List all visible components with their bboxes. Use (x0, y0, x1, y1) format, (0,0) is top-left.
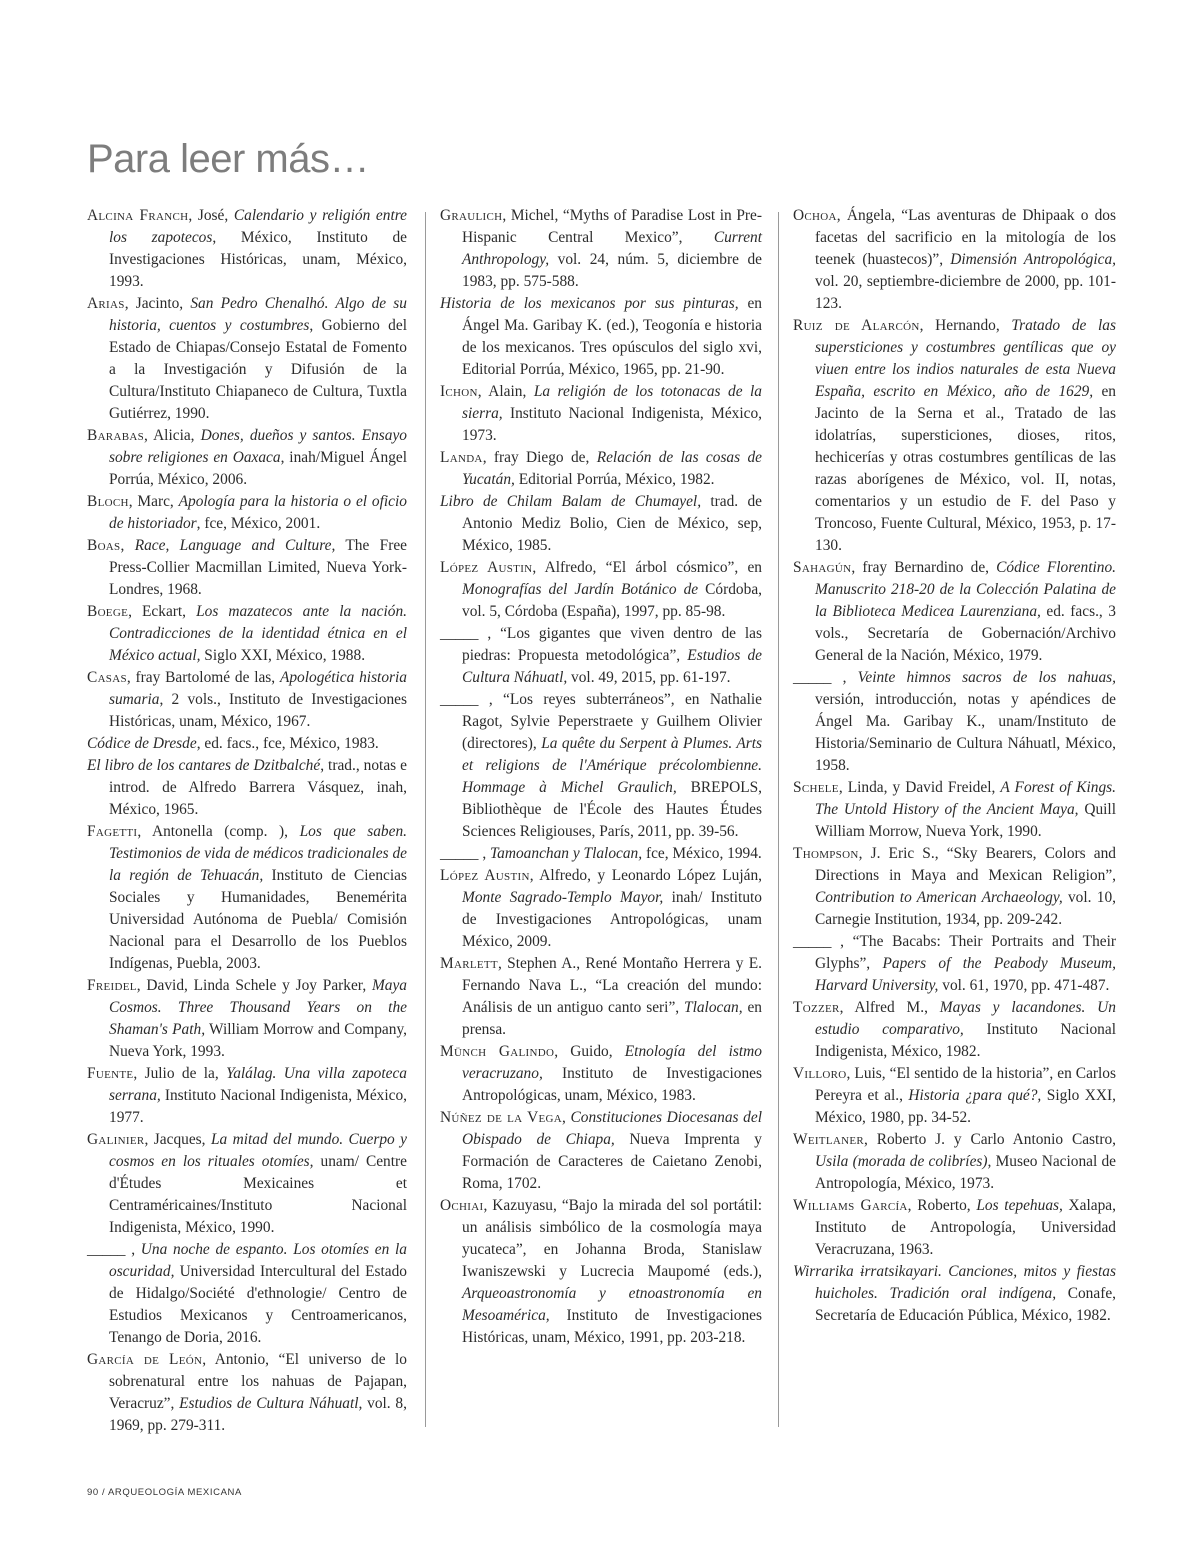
entry-text: fce, México, 1994. (642, 845, 762, 862)
entry-title: Códice de Dresde (87, 735, 197, 752)
entry-title: Tamoanchan y Tlalocan, (490, 845, 643, 862)
entry-text: The Free Press-Collier Macmillan Limited, Nueva York-Londres, 1968. (109, 537, 407, 598)
entry-text: _____ , “Los reyes subterráneos”, en Nathalie Ragot, Sylvie Peperstraete y Guilhem Olivier (directores), (440, 691, 762, 752)
entry-text: _____ , (440, 845, 491, 862)
entry-author: Thompson (793, 845, 859, 862)
entry-text: vol. 61, 1970, pp. 471-487. (938, 977, 1110, 994)
entry-title: Wirrarika ɨrratsikayari. Canciones, mitos y fiestas huicholes. Tradición oral indígena, (793, 1263, 1116, 1302)
bibliography-entry (793, 1261, 1116, 1327)
entry-author: Münch Galindo (440, 1043, 555, 1060)
bibliography-entry (87, 601, 407, 667)
entry-title: Historia de los mexicanos por sus pinturas, (440, 295, 739, 312)
entry-text: unam/ Centre d'Études Mexicaines et Centraméricaines/Instituto Nacional Indigenista, México, 1990. (109, 1153, 407, 1236)
entry-text: , Linda, y David Freidel, (838, 779, 1001, 796)
entry-text: , Roberto, (907, 1197, 977, 1214)
bibliography-entry (440, 623, 762, 689)
entry-author: Schele (793, 779, 839, 796)
entry-text: ed. facs., 3 vols., Secretaría de Gobernación/Archivo General de la Nación, México, 1979. (815, 603, 1116, 664)
entry-title: Dimensión Antropológica, (950, 251, 1116, 268)
entry-text: en Ángel Ma. Garibay K. (ed.), Teogonía e historia de los mexicanos. Tres opúsculos del siglo xvi, Editorial Porrúa, México, 1965, pp. 21-90. (462, 295, 763, 378)
entry-text: , Kazuyasu, “Bajo la mirada del sol portátil: un análisis simbólico de la cosmología maya yucateca”, en Johanna Broda, Stanislaw Iwaniszewski y Lucrecia Maupomé (eds.), (462, 1197, 762, 1280)
entry-author: Bloch (87, 493, 129, 510)
entry-title: Arqueoastronomía y etnoastronomía en Mesoamérica, (462, 1285, 762, 1324)
entry-text: , Eckart, (128, 603, 197, 620)
bibliography-column-1 (87, 205, 407, 1437)
entry-text: , José, (188, 207, 234, 224)
bibliography-entry (793, 931, 1116, 997)
entry-author: Williams García (793, 1197, 908, 1214)
entry-text: , inah/Miguel Ángel Porrúa, México, 2006. (109, 449, 408, 488)
entry-text: , Antonio, “El universo de lo sobrenatural entre los nahuas de Pajapan, Veracruz”, (109, 1351, 408, 1412)
entry-title: La quête du Serpent à Plumes. Arts et religions de l'Amérique précolombienne. Hommage à Michel Graulich, (462, 735, 762, 796)
entry-author: Ochoa (793, 207, 837, 224)
entry-author: Graulich (440, 207, 503, 224)
entry-text: , Alicia, (144, 427, 201, 444)
entry-author: Ochiai (440, 1197, 484, 1214)
entry-text: Nueva Imprenta y Formación de Caracteres de Caietano Zenobi, Roma, 1702. (462, 1131, 762, 1192)
entry-text: BREPOLS, Bibliothèque de l'École des Hautes Études Sciences Religiouses, París, 2011, pp. 39-56. (462, 779, 763, 840)
entry-text: , Stephen A., René Montaño Herrera y E. Fernando Nava L., “La creación del mundo: Análisis de un antiguo canto seri”, (462, 955, 762, 1016)
bibliography-column-3 (793, 205, 1116, 1327)
bibliography-entry (440, 447, 762, 491)
bibliography-entry (87, 1129, 407, 1239)
bibliography-entry (87, 1349, 407, 1437)
entry-text: Instituto Nacional Indigenista, México, 1977. (109, 1087, 407, 1126)
bibliography-entry (87, 1063, 407, 1129)
entry-text: inah/ Instituto de Investigaciones Antropológicas, unam México, 2009. (462, 889, 763, 950)
bibliography-entry (440, 205, 762, 293)
entry-title: Contribution to American Archaeology, (815, 889, 1063, 906)
entry-text: , J. Eric S., “Sky Bearers, Colors and Directions in Maya and Mexican Religion”, (815, 845, 1116, 884)
entry-text: Instituto de Ciencias Sociales y Humanidades, Benemérita Universidad Autónoma de Puebla/ Comisión Nacional para el Desarrollo de los Pueblos Indígenas, Puebla, 2003. (109, 867, 407, 972)
entry-text: , Gobierno del Estado de Chiapas/Consejo Estatal de Fomento a la Investigación y Difusión de la Cultura/Instituto Chiapaneco de Cultura, Tuxtla Gutiérrez, 1990. (109, 317, 407, 422)
entry-text: vol. 8, 1969, pp. 279-311. (109, 1395, 407, 1434)
entry-text: Córdoba, vol. 5, Córdoba (España), 1997, pp. 85-98. (462, 581, 762, 620)
bibliography-entry (793, 557, 1116, 667)
bibliography-entry (793, 997, 1116, 1063)
entry-author: Galinier (87, 1131, 145, 1148)
entry-author: Villoro (793, 1065, 847, 1082)
column-divider (425, 212, 426, 1427)
entry-text: Instituto Nacional Indigenista, México, 1973. (462, 405, 762, 444)
bibliography-entry (440, 557, 762, 623)
entry-text: , Ángela, “Las aventuras de Dhipaak o dos facetas del sacrificio en la mitología de los teenek (huastecos)”, (815, 207, 1116, 268)
entry-author: López Austin (440, 559, 533, 576)
entry-text: vol. 49, 2015, pp. 61-197. (567, 669, 731, 686)
entry-title: Mayas y lacandones. Un estudio comparativo, (815, 999, 1116, 1038)
entry-title: Estudios de Cultura Náhuatl, (179, 1395, 363, 1412)
entry-text: , Roberto J. y Carlo Antonio Castro, (864, 1131, 1116, 1148)
bibliography-entry (87, 975, 407, 1063)
entry-text: trad. de Antonio Mediz Bolio, Cien de México, sep, México, 1985. (462, 493, 763, 554)
entry-text: , Alfredo, y Leonardo López Luján, (529, 867, 762, 884)
entry-author: Ruiz de Alarcón (793, 317, 920, 334)
entry-author: Sahagún (793, 559, 852, 576)
entry-text: , Guido, (554, 1043, 625, 1060)
entry-text: , Hernando, (919, 317, 1012, 334)
entry-text: , Michel, “Myths of Paradise Lost in Pre-Hispanic Central Mexico”, (462, 207, 762, 246)
column-divider (778, 212, 779, 1427)
bibliography-entry (440, 865, 762, 953)
bibliography-entry (440, 953, 762, 1041)
entry-title: Maya Cosmos. Three Thousand Years on the Shaman's Path, (109, 977, 407, 1038)
entry-author: García de León (87, 1351, 203, 1368)
entry-text: , fce, México, 2001. (196, 515, 321, 532)
entry-text: _____ , (793, 669, 858, 686)
entry-title: Monografías del Jardín Botánico de (462, 581, 699, 598)
entry-title: Monte Sagrado-Templo Mayor, (462, 889, 664, 906)
entry-text: , Alfredo, “El árbol cósmico”, en (532, 559, 762, 576)
bibliography-entry (793, 667, 1116, 777)
entry-text: vol. 20, septiembre-diciembre de 2000, pp. 101-123. (815, 273, 1116, 312)
entry-title: Veinte himnos sacros de los nahuas, (857, 669, 1116, 686)
page-title: Para leer más… (87, 137, 369, 181)
bibliography-entry (440, 1195, 762, 1349)
entry-author: Arias (87, 295, 125, 312)
entry-text: , Alain, (477, 383, 534, 400)
entry-author: Casas (87, 669, 127, 686)
bibliography-entry (440, 381, 762, 447)
entry-text: Museo Nacional de Antropología, México, 1973. (815, 1153, 1116, 1192)
entry-title: Constituciones Diocesanas del Obispado de Chiapa, (462, 1109, 762, 1148)
entry-text: en Jacinto de la Serna et al., Tratado de las idolatrías, supersticiones, dioses, ritos, hechicerías y otras costumbres gentílicas de las razas aborígenes de México, vol. II, notas, comentarios y un estudio de F. del Paso y Troncoso, Fuente Cultural, México, 1953, p. 17-130. (815, 383, 1116, 554)
entry-title: Los que saben. Testimonios de vida de médicos tradicionales de la región de Tehuacán, (109, 823, 408, 884)
entry-author: Landa (440, 449, 483, 466)
bibliography-entry (793, 777, 1116, 843)
entry-author: Alcina Franch (87, 207, 189, 224)
entry-title: Historia ¿para qué?, (908, 1087, 1042, 1104)
entry-author: Tozzer (793, 999, 840, 1016)
bibliography-entry (793, 315, 1116, 557)
bibliography-entry (793, 1129, 1116, 1195)
entry-author: Freidel (87, 977, 137, 994)
entry-title: Estudios de Cultura Náhuatl, (462, 647, 762, 686)
bibliography-entry (87, 733, 407, 755)
entry-text: , Luis, “El sentido de la historia”, en Carlos Pereyra et al., (815, 1065, 1116, 1104)
entry-title: Una noche de espanto. Los otomíes en la oscuridad, (109, 1241, 407, 1280)
entry-text: William Morrow and Company, Nueva York, 1993. (109, 1021, 407, 1060)
bibliography-entry (87, 667, 407, 733)
entry-title: Papers of the Peabody Museum, Harvard University, (815, 955, 1117, 994)
entry-author: Weitlaner (793, 1131, 864, 1148)
entry-title: La religión de los totonacas de la sierra, (462, 383, 762, 422)
bibliography-column-2 (440, 205, 762, 1349)
entry-text: Quill William Morrow, Nueva York, 1990. (815, 801, 1116, 840)
entry-title: Libro de Chilam Balam de Chumayel, (440, 493, 702, 510)
entry-text: , Alfred M., (839, 999, 940, 1016)
bibliography-entry (87, 205, 407, 293)
entry-title: Apología para la historia o el oficio de historiador (109, 493, 407, 532)
bibliography-entry (87, 293, 407, 425)
bibliography-entry (440, 293, 762, 381)
entry-text: , Marc, (128, 493, 179, 510)
entry-text: , trad., notas e introd. de Alfredo Barrera Vásquez, inah, México, 1965. (109, 757, 407, 818)
entry-title: Race, Language and Culture, (134, 537, 336, 554)
entry-title: Relación de las cosas de Yucatán, (462, 449, 762, 488)
bibliography-entry (440, 1107, 762, 1195)
entry-author: Marlett (440, 955, 498, 972)
entry-text: , fray Bernardino de, (851, 559, 997, 576)
entry-text: Instituto de Investigaciones Históricas, unam, México, 1991, pp. 203-218. (462, 1307, 762, 1346)
entry-author: López Austin (440, 867, 530, 884)
entry-title: Calendario y religión entre los zapotecos (109, 207, 407, 246)
entry-title: Usila (morada de colibríes), (815, 1153, 992, 1170)
entry-text: , Antonella (comp. ), (137, 823, 300, 840)
entry-text: , (120, 537, 135, 554)
bibliography-entry (87, 425, 407, 491)
entry-title: Dones, dueños y santos. Ensayo sobre religiones en Oaxaca (109, 427, 407, 466)
entry-text: , Julio de la, (133, 1065, 227, 1082)
entry-text: Instituto de Investigaciones Antropológicas, unam, México, 1983. (462, 1065, 762, 1104)
entry-text: Universidad Intercultural del Estado de Hidalgo/Société d'ethnologie/ Centro de Estudios Mexicanos y Centroamericanos, Tenango de Doria, 2016. (109, 1263, 407, 1346)
bibliography-entry (440, 1041, 762, 1107)
bibliography-entry (793, 1063, 1116, 1129)
entry-author: Núñez de la Vega (440, 1109, 563, 1126)
entry-text: , México, Instituto de Investigaciones Históricas, unam, México, 1993. (109, 229, 407, 290)
entry-title: Current Anthropology, (462, 229, 762, 268)
bibliography-entry (440, 491, 762, 557)
entry-text: vol. 10, Carnegie Institution, 1934, pp. 209-242. (815, 889, 1116, 928)
entry-text: , David, Linda Schele y Joy Parker, (136, 977, 372, 994)
entry-text: en prensa. (462, 999, 762, 1038)
entry-text: _____ , “Los gigantes que viven dentro de las piedras: Propuesta metodológica”, (440, 625, 762, 664)
entry-text: vol. 24, núm. 5, diciembre de 1983, pp. 575-588. (462, 251, 762, 290)
entry-title: A Forest of Kings. The Untold History of the Ancient Maya, (815, 779, 1116, 818)
entry-text: , Jacques, (144, 1131, 211, 1148)
entry-title: La mitad del mundo. Cuerpo y cosmos en los rituales otomíes, (109, 1131, 407, 1170)
entry-author: Boas (87, 537, 121, 554)
entry-text: , (562, 1109, 571, 1126)
bibliography-entry (87, 491, 407, 535)
entry-text: Siglo XXI, México, 1980, pp. 34-52. (815, 1087, 1116, 1126)
bibliography-entry (793, 843, 1116, 931)
bibliography-entry (440, 843, 762, 865)
entry-text: , fray Diego de, (482, 449, 597, 466)
entry-text: versión, introducción, notas y apéndices de Ángel Ma. Garibay K., unam/Instituto de Historia/Seminario de Cultura Náhuatl, México, 1958. (815, 691, 1116, 774)
entry-text: , fray Bartolomé de las, (126, 669, 280, 686)
bibliography-entry (793, 205, 1116, 315)
entry-title: San Pedro Chenalhó. Algo de su historia, cuentos y costumbres (109, 295, 407, 334)
entry-author: Boege (87, 603, 129, 620)
entry-text: Instituto Nacional Indigenista, México, 1982. (815, 1021, 1116, 1060)
entry-text: , Jacinto, (124, 295, 191, 312)
bibliography-entry (87, 1239, 407, 1349)
bibliography-entry (87, 821, 407, 975)
entry-text: Siglo XXI, México, 1988. (200, 647, 366, 664)
entry-text: Editorial Porrúa, México, 1982. (514, 471, 715, 488)
entry-title: Etnología del istmo veracruzano, (462, 1043, 762, 1082)
entry-text: Conafe, Secretaría de Educación Pública, México, 1982. (815, 1285, 1116, 1324)
entry-text: _____ , (87, 1241, 141, 1258)
entry-title: Los mazatecos ante la nación. Contradicciones de la identidad étnica en el México actual, (109, 603, 407, 664)
bibliography-entry (87, 535, 407, 601)
bibliography-entry (793, 1195, 1116, 1261)
entry-author: Barabas (87, 427, 144, 444)
entry-text: Xalapa, Instituto de Antropología, Universidad Veracruzana, 1963. (815, 1197, 1116, 1258)
entry-author: Ichon (440, 383, 478, 400)
entry-text: _____ , “The Bacabs: Their Portraits and Their Glyphs”, (793, 933, 1116, 972)
entry-title: Yalálag. Una villa zapoteca serrana, (109, 1065, 407, 1104)
entry-title: Apologética historia sumaria (109, 669, 407, 708)
entry-title: Los tepehuas, (976, 1197, 1063, 1214)
entry-title: El libro de los cantares de Dzitbalché (87, 757, 321, 774)
entry-text: , ed. facs., fce, México, 1983. (196, 735, 379, 752)
entry-author: Fuente (87, 1065, 134, 1082)
bibliography-entry (440, 689, 762, 843)
page-footer: 90 / ARQUEOLOGÍA MEXICANA (87, 1487, 242, 1498)
entry-title: Códice Florentino. Manuscrito 218-20 de la Colección Palatina de la Biblioteca Medicea Laurenziana, (815, 559, 1116, 620)
entry-text: , 2 vols., Instituto de Investigaciones Históricas, unam, México, 1967. (109, 691, 407, 730)
bibliography-entry (87, 755, 407, 821)
entry-author: Fagetti (87, 823, 138, 840)
entry-title: Tlalocan, (684, 999, 743, 1016)
entry-title: Tratado de las supersticiones y costumbres gentílicas que oy viuen entre los indios naturales de esta Nueva España, escrito en México, año de 1629, (815, 317, 1116, 400)
